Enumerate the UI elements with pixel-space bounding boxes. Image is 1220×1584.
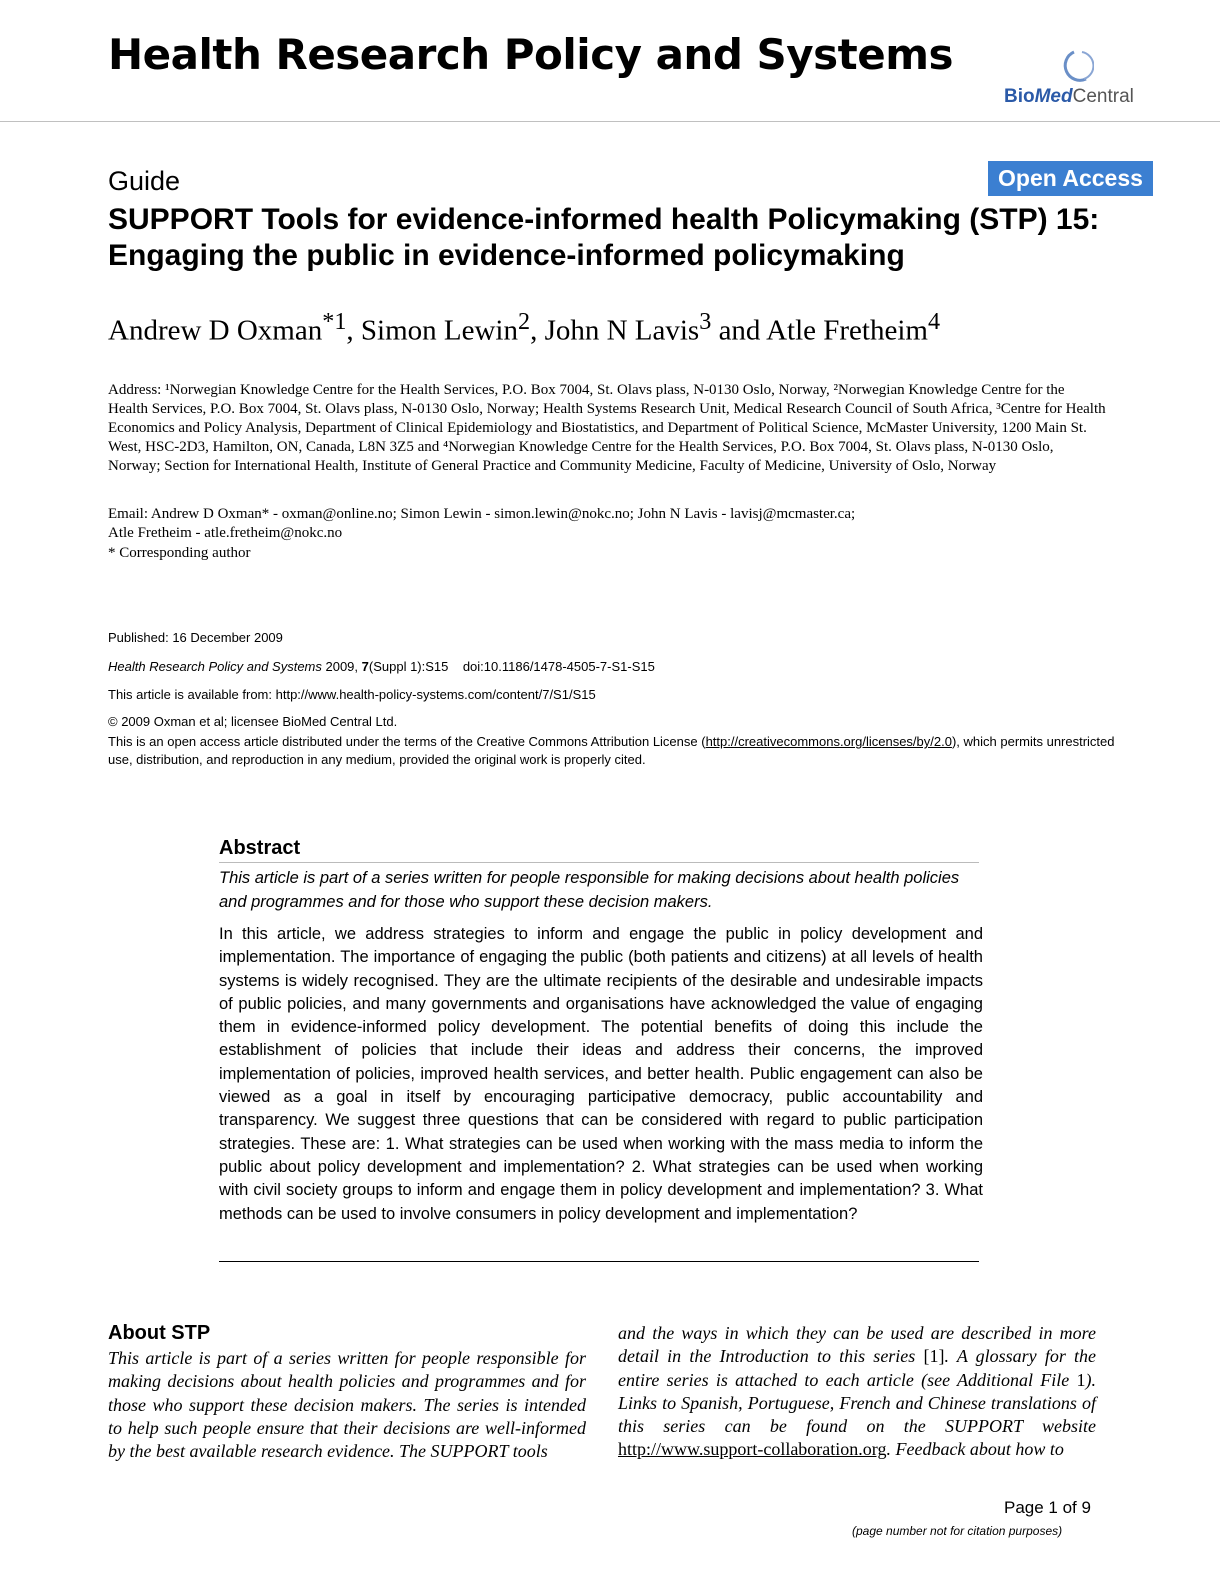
published-date: Published: 16 December 2009 [108,630,283,645]
journal-title: Health Research Policy and Systems [108,30,953,79]
abstract-body: In this article, we address strategies to inform and engage the public in policy development and implementation. The importance of engaging the public (both patients and citizens) at all levels of health systems is widely recognised. They are the ultimate recipients of the desirable and undesirable impacts of public policies, and many governments and organisations have acknowledged the value of engaging them in evidence-informed policy development. The potential benefits of doing this include the establishment of policies that include their ideas and address their concerns, the improved implementation of policies, improved health services, and better health. Public engagement can also be viewed as a goal in itself by encouraging participative democracy, public accountability and transparency. We suggest three questions that can be considered with regard to public participation strategies. These are: 1. What strategies can be used when working with the mass media to inform the public about policy development and implementation? 2. What strategies can be used when working with civil society groups to inform and engage them in policy development and implementation? 3. What methods can be used to involve consumers in policy development and implementation? [219,925,983,1223]
author-affiliation: 3 [699,308,712,335]
author-address: Address: ¹Norwegian Knowledge Centre for the Health Services, P.O. Box 7004, St. Olavs plass, N-0130 Oslo, Norway, ²Norwegian Knowledge Centre for the Health Services, P.O. Box 7004, St. Olavs plass, N-0130 Oslo, Norway; Health Systems Research Unit, Medical Research Council of South Africa, ³Centre for Health Economics and Policy Analysis, Department of Clinical Epidemiology and Biostatistics, and Department of Political Science, McMaster University, 1200 Main St. West, HSC-2D3, Hamilton, ON, Canada, L8N 3Z5 and ⁴Norwegian Knowledge Centre for the Health Services, P.O. Box 7004, St. Olavs plass, N-0130 Oslo, Norway; Section for International Health, Institute of General Practice and Community Medicine, Faculty of Medicine, University of Oslo, Norway [108,382,1106,474]
license-link[interactable]: http://creativecommons.org/licenses/by/2.0 [705,734,952,749]
open-access-badge: Open Access [988,161,1153,196]
biomed-ring-icon [1062,48,1094,84]
publisher-wordmark: BioMedCentral [1004,86,1134,107]
copyright: © 2009 Oxman et al; licensee BioMed Central Ltd. [108,714,398,729]
corresponding-author-note: * Corresponding author [108,545,251,561]
article-type: Guide [108,166,181,196]
additional-file-link[interactable]: 1 [1076,1369,1086,1390]
author-affiliation: 4 [927,308,941,335]
author-name: Atle Fretheim [766,314,928,347]
page-number: Page 1 of 9 [1004,1498,1091,1517]
reference-link[interactable]: [1] [923,1346,945,1367]
author-name: Andrew D Oxman [108,314,323,347]
author-affiliation: *1 [322,308,347,335]
support-website-link[interactable]: http://www.support-collaboration.org [618,1439,887,1460]
license-statement: This is an open access article distributed under the terms of the Creative Commons Attribution License (http://creativecommons.org/licenses/by/2.0), which permits unrestricted use, distribution, and reproduction in any medium, provided the original work is properly cited. [108,734,1115,767]
author-emails[interactable]: Email: Andrew D Oxman* - oxman@online.no; Simon Lewin - simon.lewin@nokc.no; John N Lavis - lavisj@mcmaster.ca; Atle Fretheim - atle.fretheim@nokc.no [108,506,856,541]
abstract-divider-bottom [219,1261,979,1262]
author-list: Andrew D Oxman$^{*1}$, Simon Lewin$^2$, John N Lavis$^3$ and Atle Fretheim$^4$ [108,308,941,347]
about-stp-column-2: and the ways in which they can be used are described in more detail in the Introduction to this series [1]. A glossary for the entire series is attached to each article (see Additional File 1). Links to Spanish, Portuguese, French and Chinese translations of this series can be found on the SUPPORT website http://www.support-collaboration.org. Feedback about how to [618,1323,1096,1460]
citation-line: Health Research Policy and Systems 2009, 7(Suppl 1):S15 doi:10.1186/1478-4505-7-S1-S15 [108,659,655,674]
page-number-note: (page number not for citation purposes) [852,1524,1063,1538]
author-name: John N Lavis [544,314,700,347]
about-stp-column-1: This article is part of a series written for people responsible for making decisions about health policies and programmes and for those who support these decision makers. The series is intended to help such people ensure that their decisions are well-informed by the best available research evidence. The SUPPORT tools [108,1348,586,1462]
about-stp-heading: About STP [108,1322,211,1344]
header-divider [0,121,1220,122]
article-url[interactable]: This article is available from: http://www.health-policy-systems.com/content/7/S1/S15 [108,687,596,702]
author-affiliation: 2 [517,308,531,335]
doi: doi:10.1186/1478-4505-7-S1-S15 [462,659,655,674]
abstract-intro: This article is part of a series written for people responsible for making decisions about health policies and programmes and for those who support these decision makers. [219,869,960,911]
article-title: SUPPORT Tools for evidence-informed health Policymaking (STP) 15: Engaging the public in evidence-informed policymaking [108,203,1100,272]
abstract-divider-top [219,862,979,863]
author-name: Simon Lewin [360,314,518,347]
abstract-heading: Abstract [219,837,301,859]
biomed-central-logo[interactable] [1004,44,1144,110]
